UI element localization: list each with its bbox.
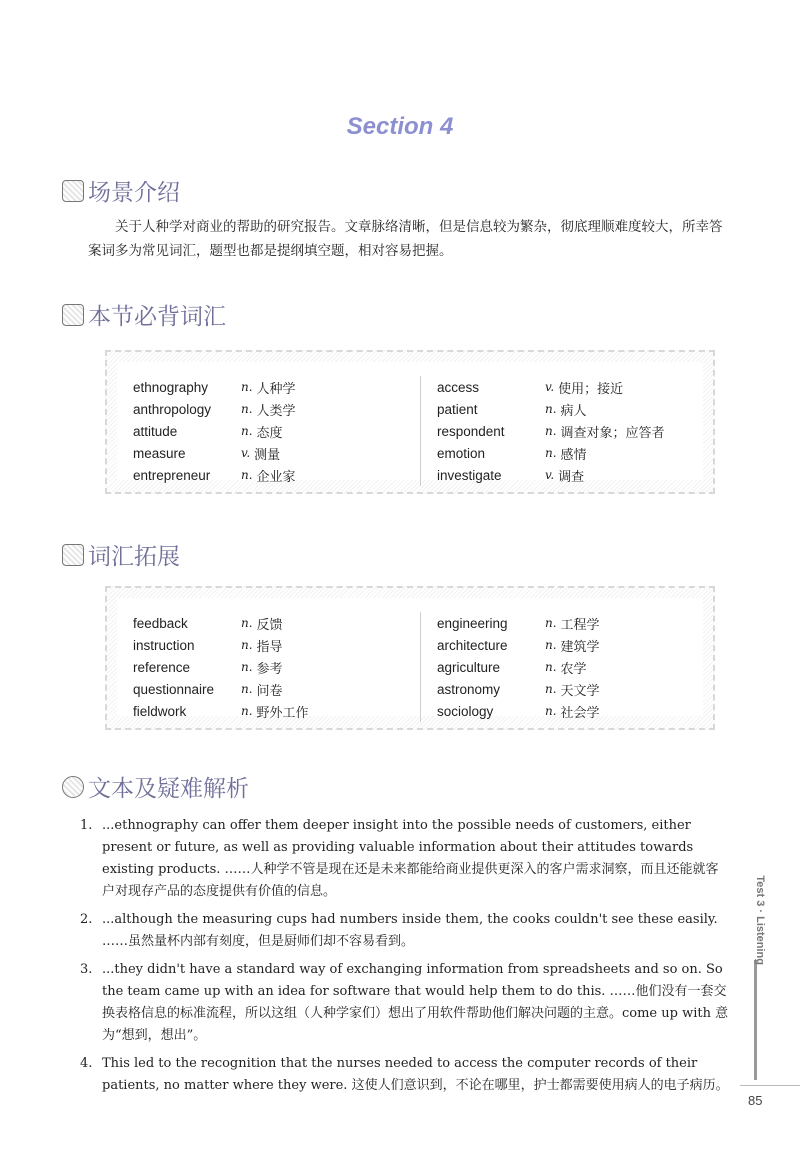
flower-icon bbox=[62, 776, 84, 798]
vocab-pos: v. bbox=[241, 446, 251, 460]
vocab-meaning: 病人 bbox=[560, 403, 587, 419]
vocab-row bbox=[133, 442, 296, 464]
vocab-row bbox=[133, 678, 309, 700]
expansion-right-column bbox=[437, 612, 600, 722]
vocab-word: reference bbox=[133, 659, 191, 675]
note-text: ...they didn't have a standard way of exchanging information from spreadsheets and so on. So the team came up with an idea for software that would help them to do this. ……他们没有一套交换表格信息的标准流程，所以这组（人种学家们）想出了用软件帮助他们解决问题的主意。come up with 意为“想到，想出”。 bbox=[102, 962, 729, 1043]
note-number: 2. bbox=[80, 912, 93, 927]
vocab-word: investigate bbox=[437, 467, 502, 483]
vocab-divider bbox=[420, 376, 421, 486]
vocab-word: astronomy bbox=[437, 681, 501, 697]
vocab-row bbox=[133, 634, 309, 656]
vocab-meaning: 测量 bbox=[254, 447, 281, 463]
vocab-word: respondent bbox=[437, 423, 505, 439]
expansion-left-column bbox=[133, 612, 309, 722]
scene-paragraph: 关于人种学对商业的帮助的研究报告。文章脉络清晰，但是信息较为繁杂，彻底理顺难度较大，所幸答案词多为常见词汇，题型也都是提纲填空题，相对容易把握。 bbox=[88, 219, 723, 259]
vocab-word: instruction bbox=[133, 637, 195, 653]
heading-expansion-label: 词汇拓展 bbox=[88, 544, 180, 570]
vocab-row bbox=[133, 464, 296, 486]
vocab-row bbox=[133, 700, 309, 722]
heading-vocab-label: 本节必背词汇 bbox=[88, 304, 226, 330]
vocab-pos: n. bbox=[545, 616, 557, 630]
note-item bbox=[80, 1053, 730, 1097]
vocab-word: anthropology bbox=[133, 401, 212, 417]
vocab-pos: n. bbox=[241, 468, 253, 482]
section-title: Section 4 bbox=[346, 113, 454, 140]
note-text: ...ethnography can offer them deeper insight into the possible needs of customers, either present or future, as well as providing valuable information about their attitudes towards existing products. ……人种学不管是现在还是未来都能给商业提供更深入的客户需求洞察，而且还能就客户对现存产品的态度提供有价值的信息。 bbox=[102, 818, 719, 899]
vocab-meaning: 人类学 bbox=[256, 403, 296, 419]
vocab-meaning: 天文学 bbox=[560, 683, 600, 699]
note-number: 4. bbox=[80, 1056, 93, 1071]
vocab-meaning: 人种学 bbox=[256, 381, 296, 397]
note-text: This led to the recognition that the nurses needed to access the computer records of their patients, no matter where they were. 这使人们意识到，不论在哪里，护士都需要使用病人的电子病历。 bbox=[102, 1056, 729, 1093]
vocab-word: feedback bbox=[133, 615, 188, 631]
note-number: 3. bbox=[80, 962, 93, 977]
vocab-meaning: 调查对象；应答者 bbox=[560, 425, 665, 441]
vocab-meaning: 使用；接近 bbox=[558, 381, 624, 397]
vocab-row bbox=[437, 464, 665, 486]
vocab-box bbox=[105, 350, 715, 494]
vocab-meaning: 社会学 bbox=[560, 705, 600, 721]
page-rule bbox=[740, 1085, 800, 1086]
vocab-word: patient bbox=[437, 401, 478, 417]
vocab-word: architecture bbox=[437, 637, 508, 653]
heading-scene-label: 场景介绍 bbox=[88, 180, 180, 206]
vocab-row bbox=[437, 678, 600, 700]
vocab-pos: n. bbox=[545, 402, 557, 416]
side-bar bbox=[754, 960, 757, 1080]
vocab-pos: v. bbox=[545, 380, 555, 394]
vocab-pos: n. bbox=[545, 424, 557, 438]
scene-icon bbox=[62, 180, 84, 202]
vocab-row bbox=[437, 376, 665, 398]
vocab-word: sociology bbox=[437, 703, 494, 719]
vocab-row bbox=[437, 700, 600, 722]
vocab-word: agriculture bbox=[437, 659, 501, 675]
heading-analysis-label: 文本及疑难解析 bbox=[88, 776, 249, 802]
vocab-word: measure bbox=[133, 445, 186, 461]
vocab-word: questionnaire bbox=[133, 681, 215, 697]
heading-analysis bbox=[62, 770, 249, 803]
vocab-meaning: 态度 bbox=[256, 425, 283, 441]
vocab-word: ethnography bbox=[133, 379, 209, 395]
page-number: 85 bbox=[748, 1093, 763, 1108]
expansion-icon bbox=[62, 544, 84, 566]
vocab-meaning: 野外工作 bbox=[256, 705, 309, 721]
vocab-word: access bbox=[437, 379, 480, 395]
heading-scene bbox=[62, 174, 180, 207]
vocab-right-column bbox=[437, 376, 665, 486]
vocab-pos: n. bbox=[241, 402, 253, 416]
vocab-row bbox=[133, 376, 296, 398]
vocab-row bbox=[437, 612, 600, 634]
vocab-meaning: 企业家 bbox=[256, 469, 296, 485]
vocab-word: emotion bbox=[437, 445, 486, 461]
vocab-word: fieldwork bbox=[133, 703, 187, 719]
note-item bbox=[80, 959, 730, 1047]
vocab-pos: n. bbox=[241, 660, 253, 674]
vocab-meaning: 参考 bbox=[256, 661, 283, 677]
vocab-pos: n. bbox=[545, 660, 557, 674]
vocab-meaning: 指导 bbox=[256, 639, 283, 655]
vocab-meaning: 工程学 bbox=[560, 617, 600, 633]
side-label: Test 3 · Listening bbox=[754, 875, 766, 965]
vocab-pos: n. bbox=[241, 638, 253, 652]
vocab-row bbox=[437, 398, 665, 420]
vocab-pos: n. bbox=[545, 682, 557, 696]
vocab-pos: n. bbox=[241, 424, 253, 438]
expansion-box bbox=[105, 586, 715, 730]
note-text: ...although the measuring cups had numbers inside them, the cooks couldn't see these easily. ……虽然量杯内部有刻度，但是厨师们却不容易看到。 bbox=[102, 912, 718, 949]
vocab-left-column bbox=[133, 376, 296, 486]
note-item bbox=[80, 815, 730, 903]
heading-expansion bbox=[62, 538, 180, 571]
vocab-word: entrepreneur bbox=[133, 467, 211, 483]
vocab-row bbox=[437, 420, 665, 442]
heading-vocab bbox=[62, 298, 226, 331]
vocab-pos: n. bbox=[545, 704, 557, 718]
vocab-row bbox=[437, 656, 600, 678]
vocab-meaning: 农学 bbox=[560, 661, 587, 677]
vocab-pos: n. bbox=[241, 616, 253, 630]
vocab-word: attitude bbox=[133, 423, 178, 439]
vocab-icon bbox=[62, 304, 84, 326]
vocab-row bbox=[133, 420, 296, 442]
vocab-row bbox=[133, 398, 296, 420]
expansion-divider bbox=[420, 612, 421, 722]
vocab-row bbox=[133, 656, 309, 678]
vocab-row bbox=[437, 634, 600, 656]
vocab-meaning: 调查 bbox=[558, 469, 585, 485]
vocab-pos: n. bbox=[241, 380, 253, 394]
vocab-meaning: 建筑学 bbox=[560, 639, 600, 655]
vocab-pos: n. bbox=[241, 704, 253, 718]
vocab-word: engineering bbox=[437, 615, 508, 631]
vocab-pos: v. bbox=[545, 468, 555, 482]
vocab-meaning: 问卷 bbox=[256, 683, 283, 699]
note-number: 1. bbox=[80, 818, 93, 833]
vocab-meaning: 反馈 bbox=[256, 617, 283, 633]
vocab-row bbox=[133, 612, 309, 634]
vocab-pos: n. bbox=[545, 638, 557, 652]
vocab-pos: n. bbox=[545, 446, 557, 460]
vocab-row bbox=[437, 442, 665, 464]
analysis-notes bbox=[80, 815, 730, 1103]
vocab-pos: n. bbox=[241, 682, 253, 696]
vocab-meaning: 感情 bbox=[560, 447, 587, 463]
note-item bbox=[80, 909, 730, 953]
